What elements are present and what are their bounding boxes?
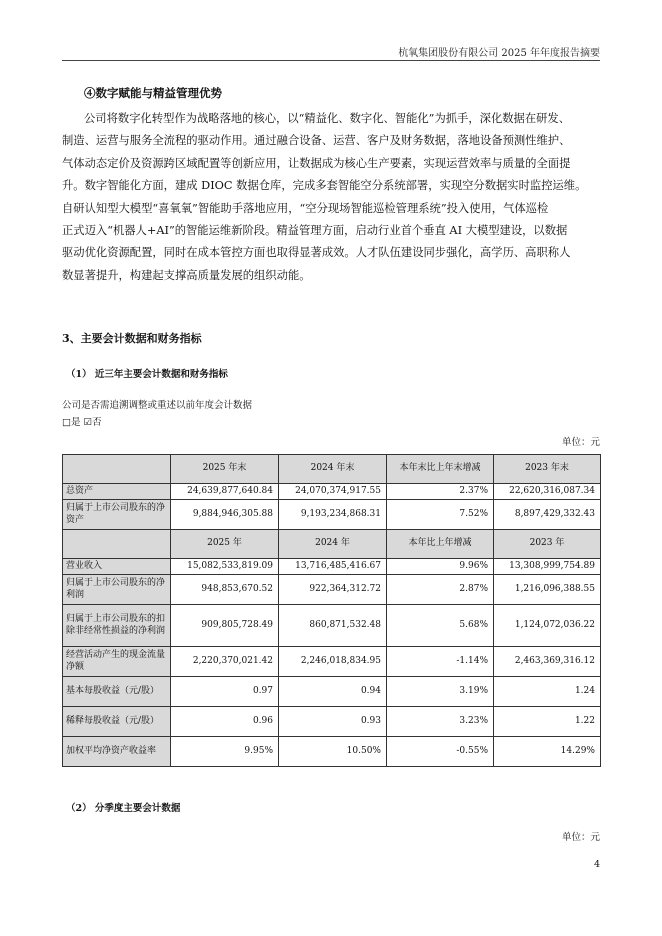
- row-label: 总资产: [63, 484, 171, 500]
- paragraph-line: 数显著提升，构建起支撑高质量发展的组织动能。: [62, 268, 311, 282]
- paragraph-line: 正式迈入“机器人+AI”的智能运维新阶段。精益管理方面，启动行业首个垂直 AI 大模型建设，以数据: [62, 224, 568, 238]
- table-row: [63, 484, 601, 500]
- table-cell: -0.55%: [387, 737, 494, 767]
- paragraph-line: 气体动态定价及资源跨区域配置等创新应用，让数据成为核心生产要素，实现运营效率与质量的全面提: [62, 156, 571, 170]
- row-label: 基本每股收益（元/股）: [63, 677, 171, 707]
- table-row: [63, 559, 601, 575]
- table-cell: 922,364,312.72: [279, 575, 387, 605]
- table-header-cell: 2023 年: [494, 530, 601, 559]
- table-row: [63, 575, 601, 605]
- table-cell: 9,193,234,868.31: [279, 500, 387, 530]
- table-cell: 9.96%: [387, 559, 494, 575]
- table-cell: 24,070,374,917.55: [279, 484, 387, 500]
- table-cell: 909,805,728.49: [171, 605, 279, 647]
- table-cell: 1,124,072,036.22: [494, 605, 601, 647]
- table-cell: 10.50%: [279, 737, 387, 767]
- unit-label: 单位：元: [561, 832, 600, 843]
- paragraph-line: 自研认知型大模型“喜氧氧”智能助手落地应用，“空分现场智能巡检管理系统”投入使用，气体巡检: [62, 201, 549, 215]
- table-cell: 0.94: [279, 677, 387, 707]
- row-label: 稀释每股收益（元/股）: [63, 707, 171, 737]
- table-cell: 5.68%: [387, 605, 494, 647]
- table-header-cell: [63, 455, 171, 484]
- table-cell: 0.93: [279, 707, 387, 737]
- table-cell: 1.22: [494, 707, 601, 737]
- table-cell: 15,082,533,819.09: [171, 559, 279, 575]
- subheading-quarterly: （2） 分季度主要会计数据: [66, 803, 181, 814]
- table-cell: 9.95%: [171, 737, 279, 767]
- table-cell: 2.87%: [387, 575, 494, 605]
- section-paragraph: [62, 108, 600, 287]
- table-header-cell: 本年比上年增减: [387, 530, 494, 559]
- restatement-choice: □是 ☑否: [62, 417, 102, 428]
- subheading-three-year: （1） 近三年主要会计数据和财务指标: [66, 369, 228, 380]
- table-header-cell: 2024 年: [279, 530, 387, 559]
- table-cell: 860,871,532.48: [279, 605, 387, 647]
- report-header-title: 杭氧集团股份有限公司 2025 年年度报告摘要: [398, 48, 600, 59]
- table-header-row: [63, 455, 601, 484]
- row-label: 营业收入: [63, 559, 171, 575]
- table-row: [63, 647, 601, 677]
- paragraph-line: 公司将数字化转型作为战略落地的核心，以“精益化、数字化、智能化”为抓手，深化数据在研发、: [84, 112, 571, 125]
- table-row: [63, 500, 601, 530]
- table-header-cell: [63, 530, 171, 559]
- unit-label: 单位：元: [561, 437, 600, 448]
- table-cell: 1.24: [494, 677, 601, 707]
- table-cell: 948,853,670.52: [171, 575, 279, 605]
- table-cell: 9,884,946,305.88: [171, 500, 279, 530]
- table-cell: 24,639,877,640.84: [171, 484, 279, 500]
- paragraph-line: 驱动优化资源配置，同时在成本管控方面也取得显著成效。人才队伍建设同步强化，高学历、高职称人: [62, 246, 571, 260]
- table-cell: 3.23%: [387, 707, 494, 737]
- restatement-question: 公司是否需追溯调整或重述以前年度会计数据: [62, 400, 253, 411]
- table-cell: -1.14%: [387, 647, 494, 677]
- table-header-cell: 2023 年末: [494, 455, 601, 484]
- row-label: 归属于上市公司股东的净利润: [63, 575, 171, 605]
- table-header-cell: 本年末比上年末增减: [387, 455, 494, 484]
- row-label: 归属于上市公司股东的扣除非经常性损益的净利润: [63, 605, 171, 647]
- table-cell: 8,897,429,332.43: [494, 500, 601, 530]
- table-header-cell: 2025 年: [171, 530, 279, 559]
- row-label: 加权平均净资产收益率: [63, 737, 171, 767]
- financial-indicators-table: [62, 454, 601, 767]
- heading-accounting-data: 3、主要会计数据和财务指标: [62, 332, 202, 345]
- table-header-row: [63, 530, 601, 559]
- table-row: [63, 707, 601, 737]
- table-cell: 1,216,096,388.55: [494, 575, 601, 605]
- table-cell: 3.19%: [387, 677, 494, 707]
- table-row: [63, 737, 601, 767]
- table-cell: 13,308,999,754.89: [494, 559, 601, 575]
- table-cell: 7.52%: [387, 500, 494, 530]
- table-header-cell: 2025 年末: [171, 455, 279, 484]
- row-label: 归属于上市公司股东的净资产: [63, 500, 171, 530]
- row-label: 经营活动产生的现金流量净额: [63, 647, 171, 677]
- table-cell: 2,463,369,316.12: [494, 647, 601, 677]
- header-divider: [62, 60, 600, 61]
- table-cell: 13,716,485,416.67: [279, 559, 387, 575]
- table-cell: 2,246,018,834.95: [279, 647, 387, 677]
- paragraph-line: 升。数字智能化方面，建成 DIOC 数据仓库，完成多套智能空分系统部署，实现空分数据实时监控运维。: [62, 179, 587, 193]
- section-title: ④数字赋能与精益管理优势: [84, 86, 222, 100]
- table-cell: 2,220,370,021.42: [171, 647, 279, 677]
- table-cell: 2.37%: [387, 484, 494, 500]
- table-cell: 22,620,316,087.34: [494, 484, 601, 500]
- table-cell: 14.29%: [494, 737, 601, 767]
- paragraph-line: 制造、运营与服务全流程的驱动作用。通过融合设备、运营、客户及财务数据，落地设备预测性维护、: [62, 134, 571, 148]
- table-cell: 0.96: [171, 707, 279, 737]
- table-cell: 0.97: [171, 677, 279, 707]
- table-row: [63, 677, 601, 707]
- table-row: [63, 605, 601, 647]
- page-number: 4: [593, 859, 600, 870]
- table-header-cell: 2024 年末: [279, 455, 387, 484]
